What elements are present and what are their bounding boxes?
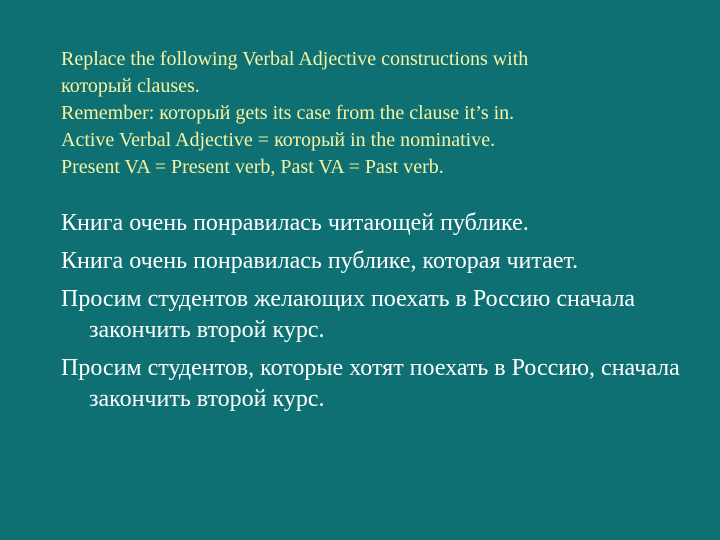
instruction-line: Active Verbal Adjective = который in the nominative. — [61, 129, 496, 151]
instruction-line: Remember: который gets its case from the clause it’s in. — [61, 102, 515, 124]
example-rewritten-2: Просим студентов, которые хотят поехать в Россию, сначала закончить второй курс. — [61, 355, 680, 412]
instruction-line: Present VA = Present verb, Past VA = Past verb. — [61, 156, 444, 178]
example-original-1: Книга очень понравилась читающей публике. — [61, 210, 529, 236]
instruction-line: Replace the following Verbal Adjective constructions with — [61, 48, 529, 70]
instruction-line: который clauses. — [61, 75, 200, 97]
examples-list — [61, 208, 701, 422]
example-original-2: Просим студентов желающих поехать в Россию сначала закончить второй курс. — [61, 286, 636, 343]
example-rewritten-1: Книга очень понравилась публике, которая читает. — [61, 248, 579, 274]
instructions-block — [61, 46, 701, 181]
